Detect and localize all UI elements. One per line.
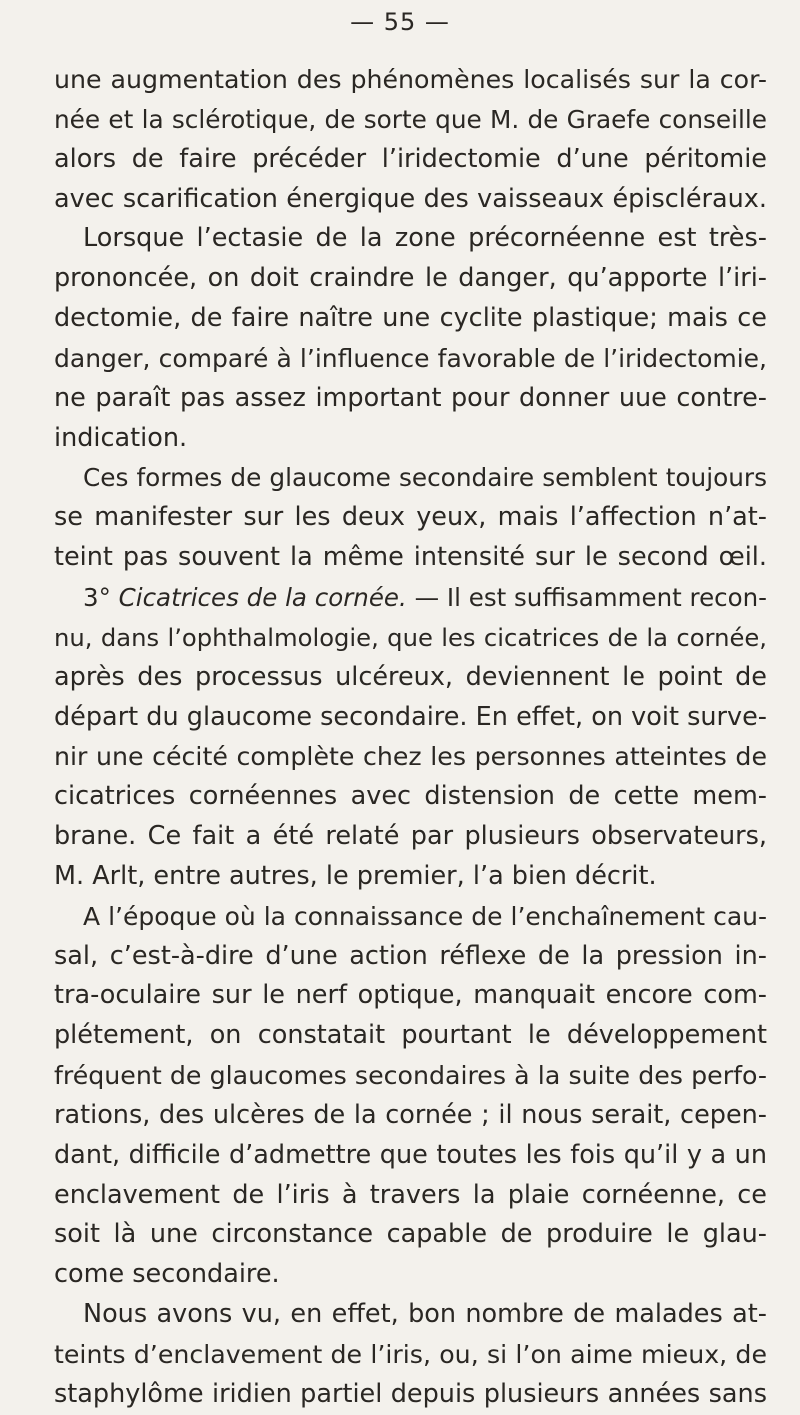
section-heading-italic: Cicatrices de la cornée. [118, 582, 407, 612]
text-line: une augmentation des phénomènes localisés sur la cor- [54, 65, 767, 94]
text-line: tra-oculaire sur le nerf optique, manquait encore com- [54, 980, 767, 1011]
text-line: départ du glaucome secondaire. En effet, on voit surve- [54, 701, 767, 732]
text-line: Nous avons vu, en effet, bon nombre de malades at- [83, 1299, 767, 1330]
text-line: avec scarification énergique des vaisseaux épiscléraux. [54, 183, 767, 214]
text-line: staphylôme iridien partiel depuis plusieurs années sans [54, 1378, 767, 1409]
text-line: alors de faire précéder l’iridectomie d’une péritomie [54, 143, 767, 174]
text-line: dectomie, de faire naître une cyclite plastique; mais ce [54, 303, 767, 334]
text-line [54, 578, 767, 618]
text-line: après des processus ulcéreux, deviennent le point de [54, 661, 767, 692]
text-line: enclavement de l’iris à travers la plaie cornéenne, ce [54, 1179, 767, 1210]
text-line-prefix: 3° [83, 582, 119, 612]
text-line: plétement, on constatait pourtant le développement [54, 1020, 767, 1051]
text-line: Ces formes de glaucome secondaire semblent toujours [83, 463, 767, 493]
text-line: née et la sclérotique, de sorte que M. de Graefe conseille [54, 104, 767, 134]
text-line: indication. [54, 422, 188, 453]
text-line: Lorsque l’ectasie de la zone précornéenne est très- [83, 223, 767, 254]
text-line: brane. Ce fait a été relaté par plusieurs observateurs, [54, 821, 767, 852]
body-text [54, 60, 767, 1415]
text-line: cicatrices cornéennes avec distension de cette mem- [54, 781, 767, 812]
text-line: M. Arlt, entre autres, le premier, l’a bien décrit. [54, 860, 657, 891]
text-line: come secondaire. [54, 1259, 280, 1290]
text-line: danger, comparé à l’influence favorable de l’iridectomie, [54, 343, 767, 373]
text-line: rations, des ulcères de la cornée ; il nous serait, cepen- [54, 1099, 767, 1130]
text-line: teint pas souvent la même intensité sur le second œil. [54, 542, 767, 573]
text-line: teints d’enclavement de l’iris, ou, si l’on aime mieux, de [54, 1340, 767, 1369]
text-line: soit là une circonstance capable de produire le glau- [54, 1219, 767, 1250]
text-line-suffix: — Il est suffisamment recon- [406, 582, 767, 612]
text-line: ne paraît pas assez important pour donner uue contre- [54, 382, 767, 413]
text-line: sal, c’est-à-dire d’une action réflexe de la pression in- [54, 940, 767, 971]
text-line: prononcée, on doit craindre le danger, qu’apporte l’iri- [54, 263, 767, 294]
text-line: dant, difficile d’admettre que toutes les fois qu’il y a un [54, 1139, 767, 1170]
text-line: nu, dans l’ophthalmologie, que les cicatrices de la cornée, [54, 622, 767, 652]
text-line: fréquent de glaucomes secondaires à la suite des perfo- [54, 1061, 767, 1091]
text-line: se manifester sur les deux yeux, mais l’affection n’at- [54, 502, 767, 533]
page-number: — 55 — [350, 8, 450, 36]
text-line: A l’époque où la connaissance de l’enchaînement cau- [83, 901, 767, 931]
text-line: nir une cécité complète chez les personnes atteintes de [54, 742, 767, 772]
